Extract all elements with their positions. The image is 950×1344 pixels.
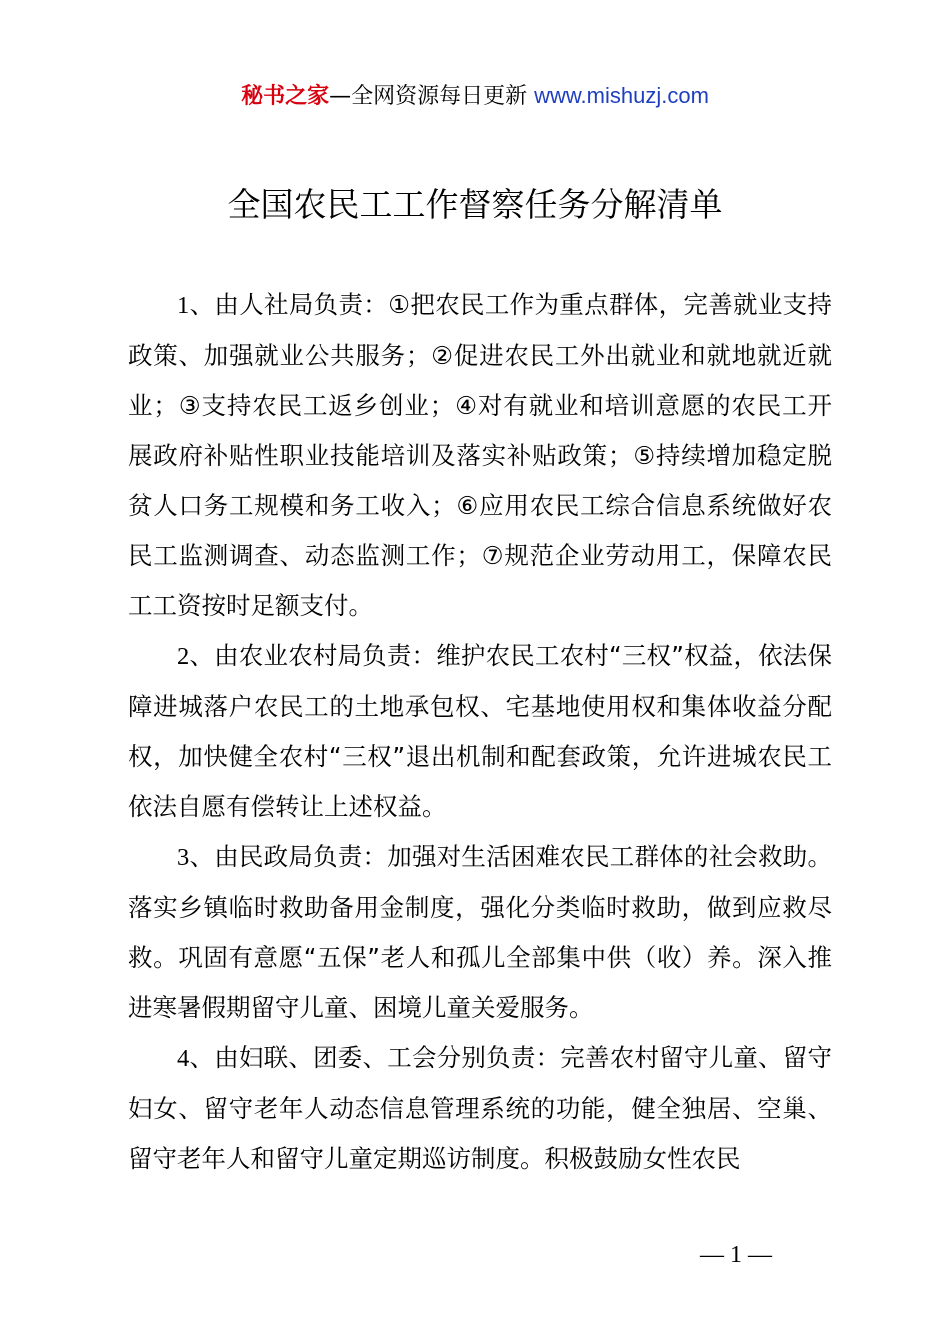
paragraph-number: 4 (177, 1045, 190, 1072)
brand-name: 秘书之家 (241, 84, 330, 109)
paragraph-number: 1 (177, 292, 190, 319)
paragraph-3 (128, 832, 832, 1033)
paragraph-text: 、由人社局负责：①把农民工作为重点群体，完善就业支持政策、加强就业公共服务；②促进农民工外出就业和就地就近就业；③支持农民工返乡创业；④对有就业和培训意愿的农民工开展政府补贴性职业技能培训及落实补贴政策；⑤持续增加稳定脱贫人口务工规模和务工收入；⑥应用农民工综合信息系统做好农民工监测调查、动态监测工作；⑦规范企业劳动用工，保障农民工工资按时足额支付。 (128, 290, 832, 620)
paragraph-4 (128, 1033, 832, 1184)
paragraph-text: 、由民政局负责：加强对生活困难农民工群体的社会救助。落实乡镇临时救助备用金制度，强化分类临时救助，做到应救尽救。巩固有意愿“五保”老人和孤儿全部集中供（收）养。深入推进寒暑假期留守儿童、困境儿童关爱服务。 (128, 842, 832, 1022)
paragraph-number: 2 (177, 643, 190, 670)
site-header (0, 80, 950, 113)
site-url-link[interactable]: www.mishuzj.com (534, 83, 709, 108)
header-tagline: —全网资源每日更新 (329, 84, 528, 109)
paragraph-text: 、由农业农村局负责：维护农民工农村“三权”权益，依法保障进城落户农民工的土地承包权、宅基地使用权和集体收益分配权，加快健全农村“三权”退出机制和配套政策，允许进城农民工依法自愿有偿转让上述权益。 (128, 641, 832, 821)
paragraph-2 (128, 631, 832, 832)
document-body (128, 280, 832, 1184)
paragraph-number: 3 (177, 844, 190, 871)
page-number: — 1 — (700, 1242, 772, 1268)
document-title: 全国农民工工作督察任务分解清单 (227, 185, 723, 224)
paragraph-text: 、由妇联、团委、工会分别负责：完善农村留守儿童、留守妇女、留守老年人动态信息管理系统的功能，健全独居、空巢、留守老年人和留守儿童定期巡访制度。积极鼓励女性农民 (128, 1043, 832, 1173)
paragraph-1 (128, 280, 832, 631)
